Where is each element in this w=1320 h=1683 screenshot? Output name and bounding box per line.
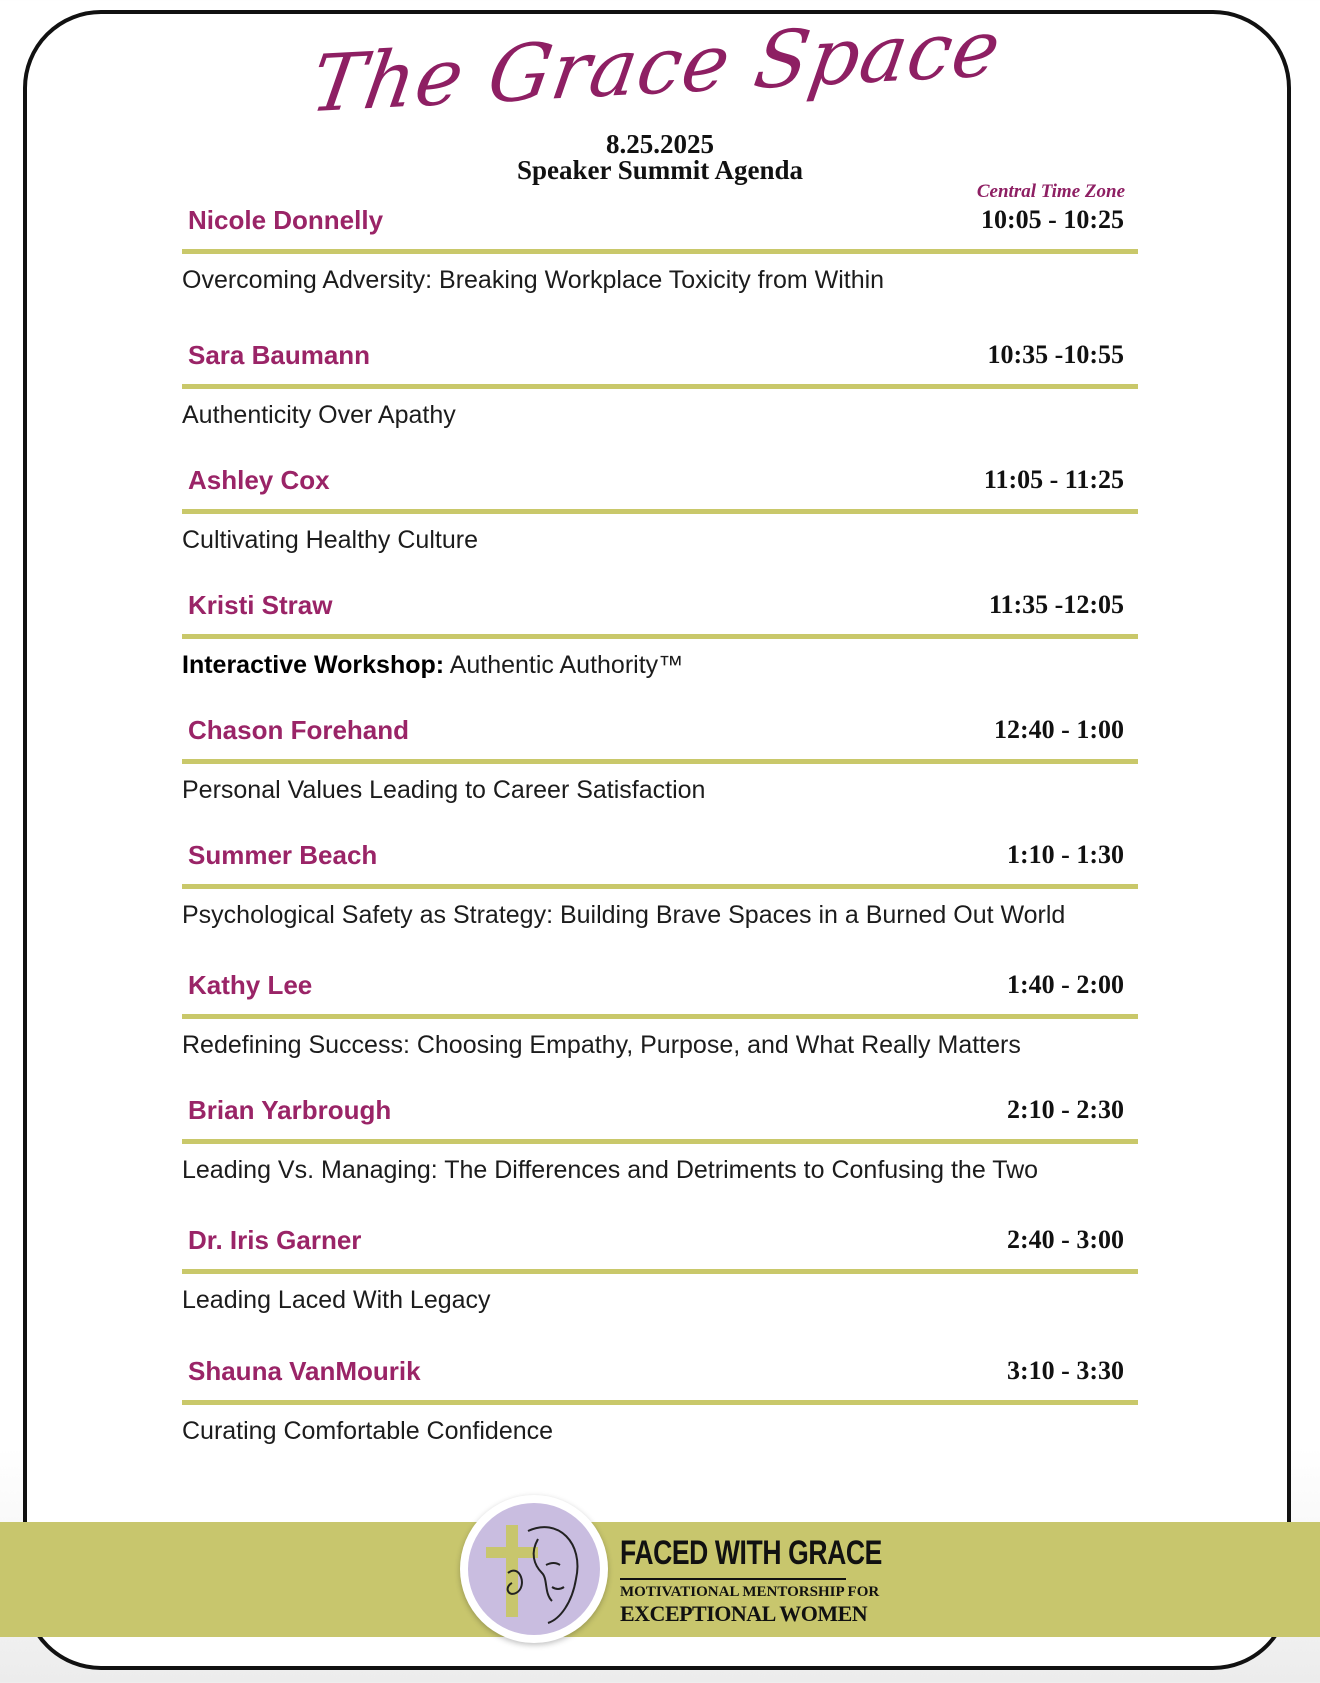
topic-text: Leading Vs. Managing: The Differences and Detriments to Confusing the Two: [182, 1156, 1039, 1184]
timezone-label: Central Time Zone: [976, 181, 1125, 202]
session-time: 2:40 - 3:00: [1007, 1225, 1124, 1254]
session-topic: [182, 1417, 553, 1446]
logo-wordmark: FACED WITH GRACE: [620, 1534, 882, 1572]
brand-title: The Grace Space: [304, 3, 1008, 131]
session-topic: [182, 266, 884, 295]
session-time: 11:35 -12:05: [988, 590, 1124, 619]
divider: [182, 759, 1138, 764]
session-time: 2:10 - 2:30: [1007, 1095, 1124, 1124]
topic-text: Leading Laced With Legacy: [182, 1286, 491, 1314]
session-topic: [182, 1286, 491, 1315]
session-time: 12:40 - 1:00: [994, 715, 1124, 744]
divider: [182, 1014, 1138, 1019]
topic-text: Cultivating Healthy Culture: [182, 526, 478, 554]
session-time: 1:10 - 1:30: [1007, 840, 1124, 869]
speaker-name: Ashley Cox: [188, 465, 330, 495]
topic-text: Overcoming Adversity: Breaking Workplace Toxicity from Within: [182, 266, 885, 294]
divider: [182, 884, 1138, 889]
footer-logo-text: [620, 1534, 882, 1627]
session-topic: [182, 1031, 1021, 1060]
session-time: 3:10 - 3:30: [1007, 1356, 1124, 1385]
divider: [182, 634, 1138, 639]
session-time: 10:05 - 10:25: [981, 205, 1124, 234]
divider: [182, 509, 1138, 514]
session-topic: [182, 901, 1065, 930]
logo-emblem: [460, 1495, 608, 1643]
speaker-name: Kathy Lee: [188, 970, 313, 1000]
speaker-name: Dr. Iris Garner: [188, 1225, 362, 1255]
session-time: 10:35 -10:55: [987, 340, 1124, 369]
divider: [182, 1400, 1138, 1405]
topic-prefix: Interactive Workshop:: [182, 651, 445, 679]
divider: [182, 1269, 1138, 1274]
topic-text: Redefining Success: Choosing Empathy, Purpose, and What Really Matters: [182, 1031, 1021, 1059]
divider: [182, 249, 1138, 254]
session-topic: [182, 401, 456, 430]
speaker-name: Shauna VanMourik: [188, 1356, 421, 1386]
topic-text: Authentic Authority™: [449, 651, 684, 679]
speaker-name: Sara Baumann: [188, 340, 371, 370]
session-time: 11:05 - 11:25: [983, 465, 1124, 494]
topic-text: Personal Values Leading to Career Satisfaction: [182, 776, 706, 804]
session-topic: [182, 526, 478, 555]
session-time: 1:40 - 2:00: [1007, 970, 1124, 999]
logo-tagline-line1: MOTIVATIONAL MENTORSHIP FOR: [620, 1578, 846, 1601]
speaker-name: Brian Yarbrough: [188, 1095, 392, 1125]
topic-text: Authenticity Over Apathy: [182, 401, 456, 429]
session-topic: [182, 1156, 1038, 1185]
speaker-name: Summer Beach: [188, 840, 378, 870]
topic-text: Curating Comfortable Confidence: [182, 1417, 554, 1445]
cross-face-icon: [468, 1503, 600, 1635]
agenda-subtitle: Speaker Summit Agenda: [516, 155, 804, 185]
divider: [182, 384, 1138, 389]
logo-tagline-line2: EXCEPTIONAL WOMEN: [620, 1601, 868, 1626]
topic-text: Psychological Safety as Strategy: Building Brave Spaces in a Burned Out World: [182, 901, 1066, 929]
event-date: 8.25.2025: [606, 129, 714, 159]
session-topic: [182, 776, 705, 805]
speaker-name: Chason Forehand: [188, 715, 410, 745]
speaker-name: Kristi Straw: [188, 590, 333, 620]
speaker-name: Nicole Donnelly: [188, 205, 384, 235]
divider: [182, 1139, 1138, 1144]
session-topic: [182, 651, 683, 680]
